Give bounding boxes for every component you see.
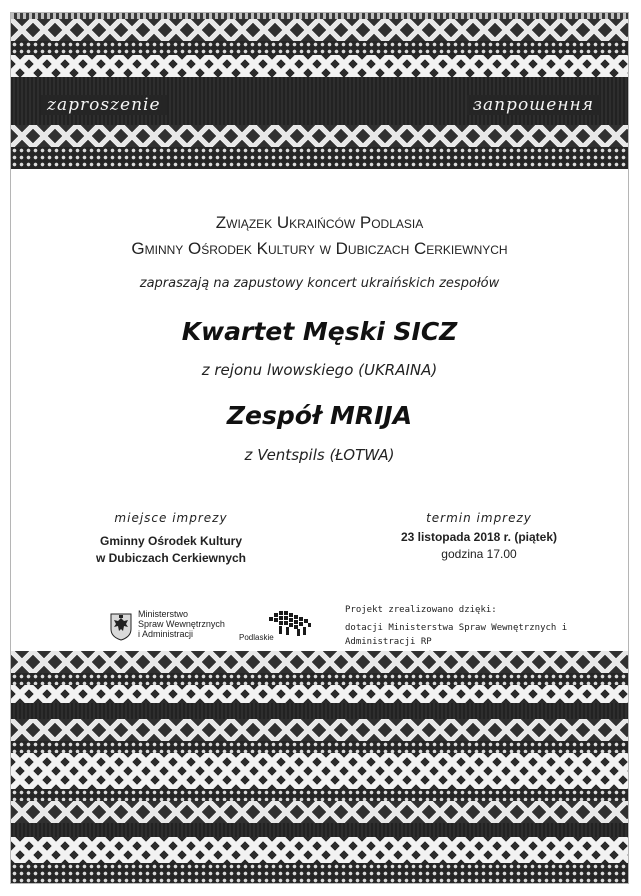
pattern-stripe <box>11 863 628 884</box>
top-ornament-band <box>11 13 628 169</box>
invitation-text: zapraszają na zapustowy koncert ukraińskich zespołów <box>139 276 500 291</box>
label-ukrainian: запрошення <box>467 95 600 115</box>
time-line: godzina 17.00 <box>441 547 517 561</box>
pattern-stripe <box>11 789 628 801</box>
ministry-name: Ministerstwo Spraw Wewnętrznych i Administracji <box>138 609 225 639</box>
performer-name: Kwartet Męski SICZ <box>181 317 458 346</box>
pattern-stripe <box>11 55 628 77</box>
label-polish: zaproszenie <box>41 95 167 115</box>
podlaskie-label: Podlaskie <box>239 633 274 642</box>
pattern-stripe <box>11 19 628 41</box>
date-heading: termin imprezy <box>426 511 532 525</box>
pattern-stripe <box>11 753 628 789</box>
invitation-page <box>10 12 629 884</box>
pattern-stripe <box>11 651 628 673</box>
eagle-emblem-icon <box>109 611 133 641</box>
organizer-line-1: Związek Ukraińców Podlasia <box>215 213 424 232</box>
pattern-stripe <box>11 147 628 169</box>
venue-line-1: Gminny Ośrodek Kultury <box>99 534 243 548</box>
project-line-1: dotacji Ministerstwa Spraw Wewnętrznych i Administracji RP <box>345 623 568 647</box>
project-heading: Projekt zrealizowano dzięki: <box>345 605 497 615</box>
pattern-stripe <box>11 41 628 55</box>
performer-origin: z rejonu lwowskiego (UKRAINA) <box>201 361 438 379</box>
pattern-stripe <box>11 719 628 741</box>
pattern-stripe <box>11 673 628 685</box>
pattern-stripe <box>11 741 628 753</box>
performer-name: Zespół MRIJA <box>226 401 413 430</box>
podlaskie-logo <box>239 605 319 651</box>
venue-line-2: w Dubiczach Cerkiewnych <box>95 551 247 565</box>
bottom-ornament-band <box>11 651 628 884</box>
pattern-stripe <box>11 685 628 703</box>
pattern-stripe <box>11 125 628 147</box>
pattern-stripe <box>11 837 628 863</box>
organizer-line-2: Gminny Ośrodek Kultury w Dubiczach Cerkiewnych <box>131 239 508 258</box>
pattern-stripe <box>11 801 628 823</box>
pattern-stripe <box>11 703 628 719</box>
date-line-1: 23 listopada 2018 r. (piątek) <box>400 530 558 544</box>
pattern-stripe <box>11 823 628 837</box>
venue-heading: miejsce imprezy <box>114 511 228 525</box>
performer-origin: z Ventspils (ŁOTWA) <box>244 446 395 464</box>
invitation-content <box>11 169 628 651</box>
ministry-logo <box>109 609 239 643</box>
